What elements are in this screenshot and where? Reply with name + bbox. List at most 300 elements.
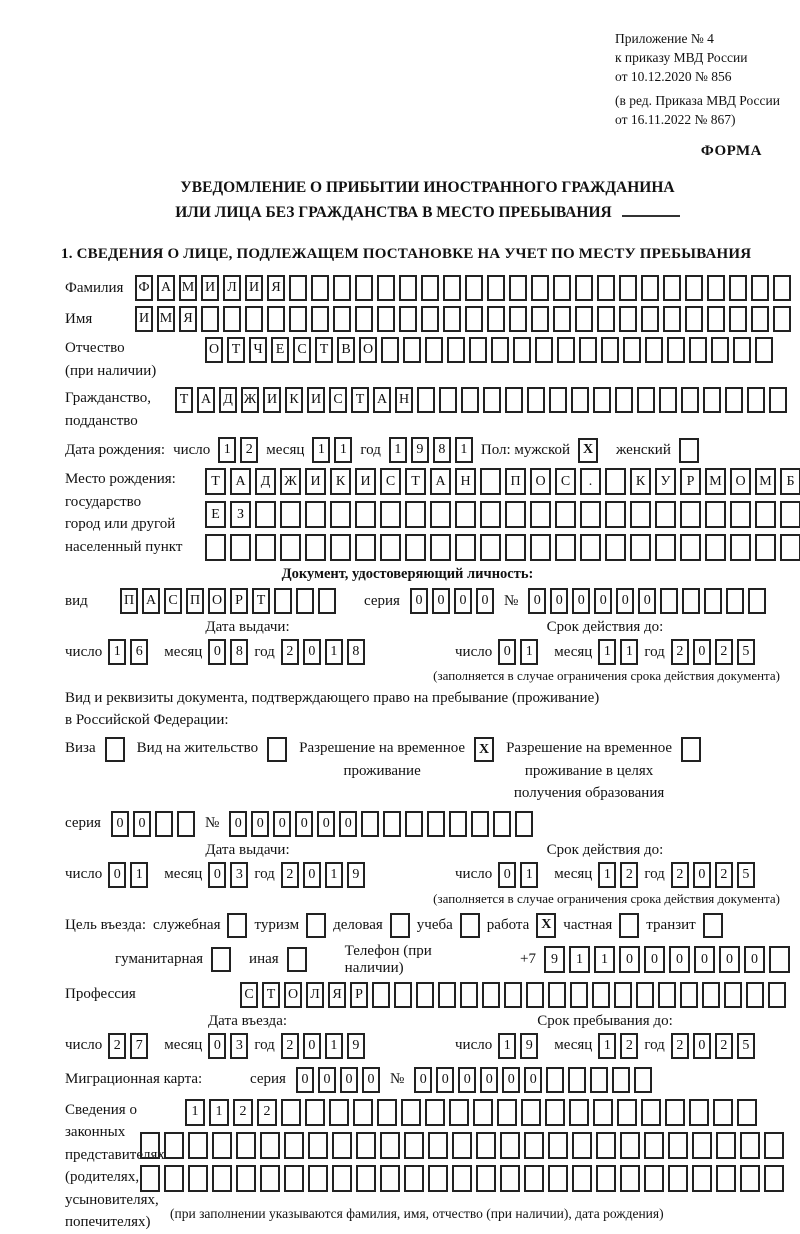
char-cell: 0 [318,1067,336,1093]
char-cell: Л [306,982,324,1008]
purpose-official-label: служебная [152,916,221,933]
entry-purpose-row [65,913,790,938]
surname-cells [135,275,791,301]
char-cell [557,337,575,363]
day-label: число [455,866,493,883]
temp-residence-edu-checkbox [681,737,701,762]
name-row [65,306,790,332]
char-cell: 1 [594,946,615,973]
year-label: год [644,643,665,660]
char-cell [524,1132,544,1159]
permit-series-cells [111,811,195,837]
char-cell [730,501,751,528]
char-cell: И [307,387,325,413]
char-cell [527,387,545,413]
month-label: месяц [164,643,203,660]
residence-permit-option [137,737,287,762]
char-cell [381,337,399,363]
char-cell [500,1165,520,1192]
char-cell [417,387,435,413]
doc-valid-note: (заполняется в случае ограничения срока действия документа) [433,668,780,684]
char-cell [592,982,610,1008]
char-cell [665,1099,685,1126]
char-cell [571,387,589,413]
char-cell [330,534,351,561]
purpose-humanitarian-label: гуманитарная [115,951,204,968]
month-label: месяц [164,1037,203,1054]
migcard-number-cells [414,1067,652,1093]
char-cell [553,306,571,332]
char-cell: 8 [347,639,365,665]
char-cell [308,1165,328,1192]
representatives-label [65,1099,165,1234]
purpose-phone-row [65,943,790,977]
char-cell [296,588,314,614]
char-cell: 0 [108,862,126,888]
char-cell: Н [395,387,413,413]
char-cell [615,387,633,413]
day-label: число [65,1037,103,1054]
entry-month-cells [208,1033,248,1059]
char-cell [590,1067,608,1093]
purpose-study-label: учеба [416,916,453,933]
doc-issue-year-cells [281,639,365,665]
char-cell [405,534,426,561]
char-cell: Т [227,337,245,363]
doc-valid-date-group [455,639,755,665]
char-cell: Я [267,275,285,301]
char-cell: 2 [671,639,689,665]
char-cell [332,1165,352,1192]
birthplace-row3-cells [205,534,800,561]
char-cell: С [555,468,576,495]
char-cell [201,306,219,332]
temp-residence-label-l1: Разрешение на временное [299,740,466,757]
visa-option [65,737,125,762]
char-cell [535,337,553,363]
permit-doc-line2: в Российской Федерации: [65,712,229,729]
char-cell [637,387,655,413]
char-cell [748,588,766,614]
char-cell [655,501,676,528]
sex-female-label: женский [616,441,671,458]
char-cell [305,534,326,561]
char-cell: 0 [414,1067,432,1093]
char-cell: 0 [208,862,226,888]
char-cell [680,982,698,1008]
char-cell: М [705,468,726,495]
day-label: число [65,866,103,883]
char-cell: 0 [619,946,640,973]
char-cell: Н [455,468,476,495]
char-cell: 0 [693,1033,711,1059]
legal-reference-block [615,30,790,129]
char-cell: И [355,468,376,495]
residence-permit-checkbox [267,737,287,762]
char-cell [421,275,439,301]
char-cell [596,1132,616,1159]
sex-female-checkbox [679,438,699,463]
char-cell [438,982,456,1008]
char-cell [773,275,791,301]
year-label: год [254,1037,275,1054]
char-cell: 0 [719,946,740,973]
permit-doc-line1: Вид и реквизиты документа, подтверждающего право на пребывание (проживание) [65,690,600,707]
char-cell [155,811,173,837]
char-cell [645,337,663,363]
permit-number-cells [229,811,533,837]
char-cell: Е [271,337,289,363]
entry-date-header: Дата въезда: [207,1012,288,1029]
patronymic-label-l1: Отчество [65,340,125,357]
char-cell [663,306,681,332]
char-cell [274,588,292,614]
name-label: Имя [65,310,93,327]
char-cell: 0 [594,588,612,614]
char-cell [593,387,611,413]
char-cell [548,1132,568,1159]
hdr-line-4: (в ред. Приказа МВД России [615,92,780,108]
char-cell [668,1165,688,1192]
hdr-line-2: к приказу МВД России [615,49,748,65]
representatives-cells [140,1099,784,1222]
char-cell: 1 [108,639,126,665]
representatives-label-l3: представителях [65,1146,165,1163]
char-cell [704,588,722,614]
char-cell [689,337,707,363]
char-cell: 3 [230,862,248,888]
char-cell [620,1165,640,1192]
char-cell: 1 [325,862,343,888]
char-cell [531,275,549,301]
char-cell [630,501,651,528]
doc-valid-year-cells [671,639,755,665]
char-cell: 0 [669,946,690,973]
char-cell: С [240,982,258,1008]
char-cell [663,275,681,301]
char-cell [617,1099,637,1126]
birthplace-cells [205,468,800,561]
purpose-business-label: деловая [333,916,383,933]
char-cell [372,982,390,1008]
char-cell [689,1099,709,1126]
char-cell: Д [255,468,276,495]
phone-label: Телефон (при наличии) [344,942,432,976]
char-cell [531,306,549,332]
char-cell: 0 [476,588,494,614]
char-cell: А [230,468,251,495]
char-cell [377,306,395,332]
doc-valid-until-header: Срок действия до: [546,619,664,636]
char-cell: 0 [528,588,546,614]
char-cell: 0 [251,811,269,837]
char-cell: 1 [598,1033,616,1059]
char-cell [641,1099,661,1126]
stay-until-header: Срок пребывания до: [537,1012,673,1029]
doc-issue-day-cells [108,639,148,665]
birth-year-cells [389,437,473,463]
char-cell: 1 [520,862,538,888]
char-cell: 2 [281,1033,299,1059]
char-cell [236,1132,256,1159]
char-cell [355,501,376,528]
char-cell: 9 [520,1033,538,1059]
hdr-line-3: от 10.12.2020 № 856 [615,68,732,84]
permit-dates-headers [65,842,790,859]
doc-dates-headers [65,619,790,636]
char-cell: 2 [715,862,733,888]
char-cell [212,1165,232,1192]
char-cell [548,1165,568,1192]
doc-series-cells [410,588,494,614]
char-cell [305,501,326,528]
stay-year-cells [671,1033,755,1059]
char-cell [747,387,765,413]
char-cell: Т [405,468,426,495]
char-cell [267,306,285,332]
temp-residence-label [299,737,465,782]
birthplace-label-l3: город или другой [65,516,176,533]
char-cell [281,1099,301,1126]
char-cell: Т [175,387,193,413]
char-cell [497,1099,517,1126]
char-cell [289,306,307,332]
char-cell: 5 [737,862,755,888]
profession-cells [240,982,786,1008]
temp-residence-edu-label-l3: получения образования [513,785,665,802]
char-cell [245,306,263,332]
permit-valid-year-cells [671,862,755,888]
char-cell: 0 [432,588,450,614]
temp-residence-edu-label [506,737,672,805]
char-cell [318,588,336,614]
char-cell [530,534,551,561]
char-cell [452,1165,472,1192]
char-cell: 0 [524,1067,542,1093]
year-label: год [254,866,275,883]
char-cell: 5 [737,1033,755,1059]
char-cell [572,1132,592,1159]
birth-day-cells [218,437,258,463]
char-cell [612,1067,630,1093]
char-cell [726,588,744,614]
char-cell: И [201,275,219,301]
char-cell [680,534,701,561]
char-cell [620,1132,640,1159]
char-cell: 0 [693,639,711,665]
entry-day-cells [108,1033,148,1059]
char-cell [619,306,637,332]
char-cell [505,534,526,561]
stay-until-group [455,1033,755,1059]
char-cell [596,1165,616,1192]
permit-valid-date-group [455,862,755,888]
char-cell: Т [351,387,369,413]
year-label: год [360,441,381,458]
char-cell [469,337,487,363]
year-label: год [644,1037,665,1054]
char-cell: 0 [454,588,472,614]
profession-row [65,982,790,1008]
permit-valid-month-cells [598,862,638,888]
char-cell [428,1165,448,1192]
char-cell: 7 [130,1033,148,1059]
entry-dates-row [65,1033,790,1059]
char-cell [713,1099,733,1126]
char-cell [443,275,461,301]
char-cell: 0 [133,811,151,837]
char-cell: Р [680,468,701,495]
char-cell [311,306,329,332]
representatives-label-l1: Сведения о [65,1101,137,1118]
char-cell [568,1067,586,1093]
char-cell: И [245,275,263,301]
migcard-label: Миграционная карта: [65,1071,203,1088]
representatives-row3-cells [140,1165,784,1192]
char-cell: О [359,337,377,363]
char-cell: 2 [620,1033,638,1059]
char-cell: 1 [598,862,616,888]
id-doc-row [65,588,790,614]
char-cell [668,1132,688,1159]
doc-dates-row [65,639,790,665]
char-cell [260,1132,280,1159]
char-cell: 2 [281,639,299,665]
char-cell [311,275,329,301]
char-cell [480,534,501,561]
hdr-line-5: от 16.11.2022 № 867) [615,111,736,127]
char-cell: Ч [249,337,267,363]
name-cells [135,306,791,332]
char-cell: . [580,468,601,495]
representatives-label-l6: попечителях) [65,1214,151,1231]
char-cell [605,534,626,561]
char-cell [140,1165,160,1192]
char-cell [473,1099,493,1126]
char-cell: А [142,588,160,614]
char-cell: 1 [209,1099,229,1126]
char-cell: Р [230,588,248,614]
char-cell [526,982,544,1008]
char-cell [575,275,593,301]
char-cell: 0 [616,588,634,614]
char-cell: 1 [498,1033,516,1059]
hdr-line-1: Приложение № 4 [615,31,714,46]
char-cell [482,982,500,1008]
char-cell [460,982,478,1008]
char-cell: 1 [455,437,473,463]
char-cell [394,982,412,1008]
char-cell [729,275,747,301]
birth-date-label: Дата рождения: [65,441,166,458]
sex-male-label: Пол: мужской [480,441,571,458]
char-cell: 9 [411,437,429,463]
doc-type-cells [120,588,336,614]
char-cell [605,468,626,495]
char-cell: 1 [389,437,407,463]
char-cell: 0 [339,811,357,837]
permit-dates-row [65,862,790,888]
char-cell [333,275,351,301]
char-cell [515,811,533,837]
char-cell: М [755,468,776,495]
temp-residence-edu-option [506,737,701,805]
char-cell: 0 [208,1033,226,1059]
char-cell [140,1132,160,1159]
char-cell: 0 [498,862,516,888]
char-cell: Т [262,982,280,1008]
patronymic-label [65,337,205,382]
year-label: год [254,643,275,660]
residence-permit-label: Вид на жительство [136,740,259,757]
purpose-transit-label: транзит [646,916,696,933]
char-cell [769,946,790,973]
char-cell [692,1165,712,1192]
char-cell [755,534,776,561]
char-cell [575,306,593,332]
char-cell [405,501,426,528]
char-cell [707,275,725,301]
birthplace-row1-cells [205,468,800,495]
citizenship-label-l1: Гражданство, [65,390,152,407]
section1-heading: 1. СВЕДЕНИЯ О ЛИЦЕ, ПОДЛЕЖАЩЕМ ПОСТАНОВКЕ НА УЧЕТ ПО МЕСТУ ПРЕБЫВАНИЯ [61,246,752,263]
char-cell [725,387,743,413]
char-cell: 1 [569,946,590,973]
char-cell [471,811,489,837]
char-cell: И [263,387,281,413]
char-cell: И [135,306,153,332]
char-cell [480,468,501,495]
char-cell: Т [315,337,333,363]
day-label: число [173,441,211,458]
char-cell [505,387,523,413]
char-cell: 0 [644,946,665,973]
char-cell: 0 [502,1067,520,1093]
phone-prefix: +7 [520,951,536,968]
char-cell [505,501,526,528]
char-cell [403,337,421,363]
char-cell [773,306,791,332]
char-cell: С [164,588,182,614]
char-cell [614,982,632,1008]
char-cell: 9 [347,862,365,888]
char-cell [356,1132,376,1159]
char-cell: 1 [325,1033,343,1059]
purpose-study-checkbox [460,913,480,938]
char-cell: У [655,468,676,495]
char-cell: 0 [295,811,313,837]
char-cell: С [293,337,311,363]
char-cell [177,811,195,837]
char-cell [555,501,576,528]
char-cell: 1 [312,437,330,463]
char-cell: П [120,588,138,614]
char-cell [593,1099,613,1126]
char-cell [380,534,401,561]
char-cell: 0 [303,1033,321,1059]
char-cell [439,387,457,413]
purpose-private-checkbox [619,913,639,938]
char-cell [555,534,576,561]
char-cell [449,1099,469,1126]
purpose-official-checkbox [227,913,247,938]
doc-number-cells [528,588,766,614]
profession-label: Профессия [65,986,136,1003]
temp-residence-edu-label-l1: Разрешение на временное [506,740,673,757]
char-cell [636,982,654,1008]
char-cell [580,501,601,528]
form-title-line1: УВЕДОМЛЕНИЕ О ПРИБЫТИИ ИНОСТРАННОГО ГРАЖДАНИНА [180,179,675,197]
